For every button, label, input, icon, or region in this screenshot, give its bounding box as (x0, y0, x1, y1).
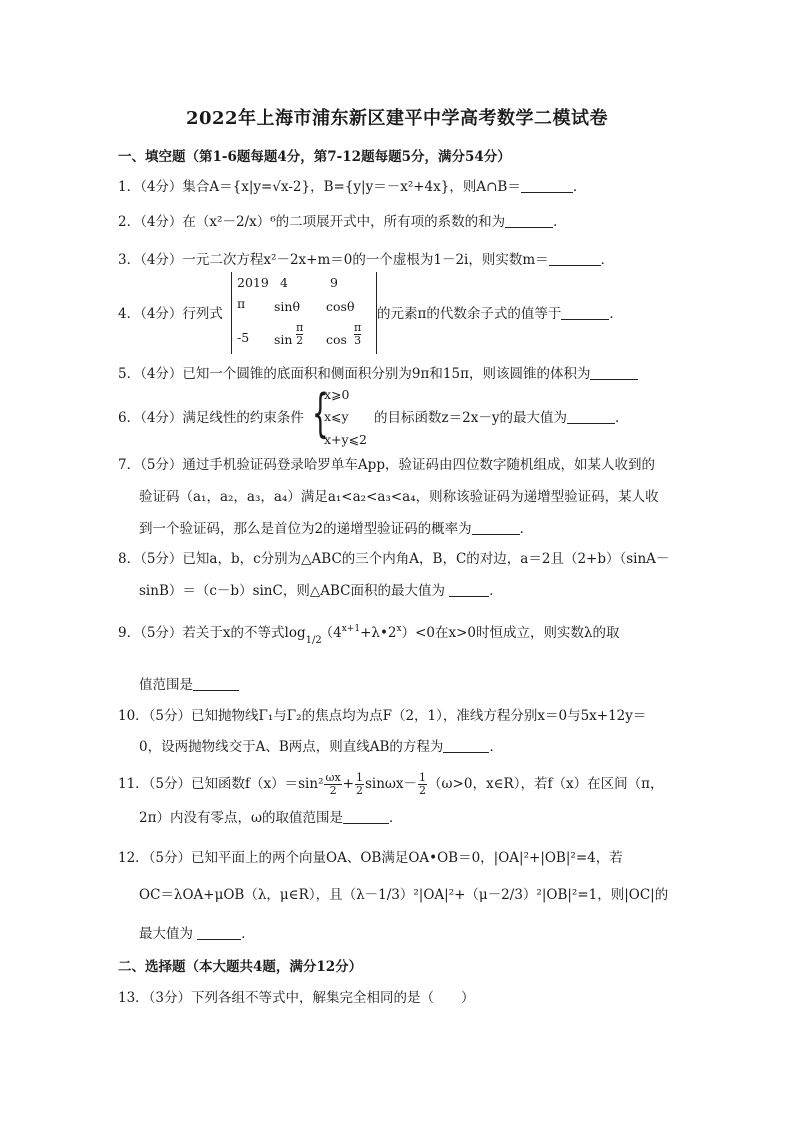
section-1-heading: 一、填空题（第1-6题每题4分，第7-12题每题5分，满分54分） (118, 149, 511, 165)
question-9-tail: ）<0在x>0时恒成立，则实数λ的取 (401, 625, 620, 641)
question-5-text: 5．（4分）已知一个圆锥的底面积和侧面积分别为9π和15π，则该圆锥的体积为 (118, 366, 591, 382)
frac-num: 1 (355, 771, 363, 784)
answer-blank (505, 213, 553, 228)
question-9-mid2: +λ•2 (360, 625, 397, 641)
answer-blank (449, 582, 489, 597)
question-4-tail-text: 的元素π的代数余子式的值等于 (377, 306, 562, 322)
question-9-line-2-text: 值范围是 (139, 677, 193, 693)
frac-den: 2 (329, 784, 337, 797)
answer-blank (549, 251, 601, 266)
question-8-line-2-text: sinB）＝（c－b）sinC，则△ABC面积的最大值为 (139, 583, 445, 599)
log-base-text: 1/2 (305, 635, 322, 646)
question-1: 1．（4分）集合A＝{x|y=√x-2}，B={y|y＝－x²+4x}，则A∩B＝ ． (118, 179, 587, 195)
question-8-line-1: 8．（5分）已知a，b，c分别为△ABC的三个内角A，B，C的对边，a＝2且（2+b）（sinA－ (118, 551, 670, 567)
det-r2c1: π (237, 296, 246, 311)
det-r2c3: cosθ (326, 299, 355, 314)
frac-den: 2 (419, 784, 427, 797)
question-11-line-2: 2π）内没有零点，ω的取值范围是 ． (139, 810, 403, 826)
frac-den: 2 (296, 334, 304, 347)
log-base (305, 621, 322, 646)
det-r3c3: cos (326, 332, 347, 347)
question-7-line-2: 验证码（a₁，a₂，a₃，a₄）满足a₁<a₂<a₃<a₄，则称该验证码为递增型验证码，某人收 (139, 489, 659, 505)
plus-sign: + (342, 776, 354, 792)
answer-blank (193, 676, 239, 691)
constraint-3: x+y⩽2 (324, 432, 368, 447)
question-11-line-2-text: 2π）内没有零点，ω的取值范围是 (139, 810, 343, 826)
question-9-mid: （4 (319, 625, 342, 641)
question-11-lead: 11．（5分）已知函数f（x）＝sin² (118, 776, 324, 792)
question-7-line-1: 7．（5分）通过手机验证码登录哈罗单车App，验证码由四位数字随机组成，如某人收到的 (118, 457, 655, 473)
fraction-1-2 (355, 772, 364, 797)
question-11-tail: （ω>0，x∈R），若f（x）在区间（π， (428, 776, 664, 792)
det-r3c1: -5 (237, 330, 250, 345)
question-1-text: 1．（4分）集合A＝{x|y=√x-2}，B={y|y＝－x²+4x}，则A∩B＝ (118, 179, 521, 195)
question-2: 2．（4分）在（x²－2/x）⁶的二项展开式中，所有项的系数的和为 ． (118, 214, 567, 230)
frac-den: 2 (355, 784, 363, 797)
page-title: 2022年上海市浦东新区建平中学高考数学二模试卷 (185, 108, 609, 129)
question-5 (118, 364, 638, 384)
constraint-2: x⩽y (324, 409, 349, 424)
system-brace: { (312, 384, 329, 444)
question-7-line-3-text: 到一个验证码，那么是首位为2的递增型验证码的概率为 (139, 521, 472, 537)
constraint-1: x⩾0 (324, 387, 350, 402)
question-10-line-2-text: 0，设两抛物线交于A、B两点，则直线AB的方程为 (139, 739, 444, 755)
fraction-wx-2 (324, 772, 341, 797)
question-13: 13．（3分）下列各组不等式中，解集完全相同的是（ ） (118, 990, 475, 1006)
question-4 (118, 304, 223, 324)
fraction-1-2 (418, 772, 427, 797)
question-12-line-3-text: 最大值为 (139, 926, 193, 942)
det-r2c2: sinθ (274, 299, 300, 314)
answer-blank (561, 305, 609, 320)
det-r1c2: 4 (280, 275, 288, 290)
det-frac-pi-3 (354, 322, 361, 347)
question-6-tail-text: 的目标函数z＝2x－y的最大值为 (374, 410, 567, 426)
question-12-line-2: OC＝λOA+μOB（λ，μ∈R），且（λ－1/3）²|OA|²+（μ－2/3）²|OB|²=1，则|OC|的 (139, 887, 669, 903)
det-frac-pi-2 (296, 322, 303, 347)
question-9 (118, 621, 620, 646)
section-2-heading: 二、选择题（本大题共4题，满分12分） (118, 959, 363, 975)
question-3-text: 3．（4分）一元二次方程x²－2x+m＝0的一个虚根为1－2i，则实数m＝ (118, 252, 549, 268)
question-10-line-1: 10．（5分）已知抛物线Γ₁与Γ₂的焦点均为点F（2，1），准线方程分别x＝0与5x+12y＝ (118, 708, 647, 724)
determinant-matrix (231, 272, 377, 354)
det-r1c1: 2019 (237, 275, 269, 290)
question-6 (118, 408, 304, 428)
exponent-2: x (396, 624, 402, 634)
question-12-line-3: 最大值为 ． (139, 926, 255, 942)
question-11-mid: sinωx－ (364, 776, 418, 792)
question-2-text: 2．（4分）在（x²－2/x）⁶的二项展开式中，所有项的系数的和为 (118, 214, 506, 230)
answer-blank (472, 520, 520, 535)
answer-blank (521, 178, 573, 193)
question-4-lead: 4．（4分）行列式 (118, 306, 223, 322)
answer-blank (197, 925, 241, 940)
question-9-line-2 (139, 675, 239, 695)
det-r3c2: sin (274, 332, 293, 347)
frac-num: π (296, 321, 304, 334)
frac-num: π (354, 321, 362, 334)
question-6-lead: 6．（4分）满足线性的约束条件 (118, 410, 304, 426)
question-9-lead: 9．（5分）若关于x的不等式log (118, 625, 306, 641)
frac-num: ωx (325, 771, 341, 784)
question-3: 3．（4分）一元二次方程x²－2x+m＝0的一个虚根为1－2i，则实数m＝ ． (118, 252, 615, 268)
question-4-tail: 的元素π的代数余子式的值等于 ． (377, 306, 623, 322)
frac-num: 1 (419, 771, 427, 784)
answer-blank (567, 409, 615, 424)
question-6-tail: 的目标函数z＝2x－y的最大值为 ． (374, 410, 629, 426)
question-10-line-2: 0，设两抛物线交于A、B两点，则直线AB的方程为 ． (139, 739, 503, 755)
answer-blank (343, 809, 389, 824)
answer-blank (590, 365, 638, 380)
answer-blank (443, 738, 489, 753)
question-7-line-3: 到一个验证码，那么是首位为2的递增型验证码的概率为 ． (139, 521, 534, 537)
question-12-line-1: 12．（5分）已知平面上的两个向量OA、OB满足OA•OB＝0，|OA|²+|OB|²=4，若 (118, 850, 623, 866)
exponent-1: x+1 (341, 624, 361, 634)
det-r1c3: 9 (330, 275, 338, 290)
frac-den: 3 (354, 334, 362, 347)
question-8-line-2: sinB）＝（c－b）sinC，则△ABC面积的最大值为 ． (139, 583, 503, 599)
question-11 (118, 772, 663, 797)
